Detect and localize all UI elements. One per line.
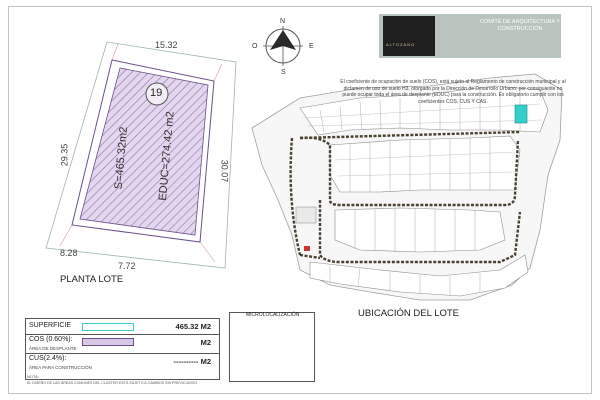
location-caption: UBICACIÓN DEL LOTE — [358, 308, 460, 319]
cos-sub: ÁREA DE DESPLANTE — [29, 346, 77, 351]
brand-title: COMITÉ DE ARQUITECTURA Y CONSTRUCCIÓN — [480, 19, 560, 32]
dimension-right: 30.07 — [219, 159, 230, 183]
compass-icon — [263, 26, 303, 66]
area-table — [25, 318, 220, 380]
dimension-left: 29.35 — [59, 143, 70, 167]
cus-sub: ÁREA PARA CONSTRUCCIÓN — [29, 365, 92, 370]
compass-east-label: E — [309, 43, 314, 50]
superficie-label: SUPERFICIE — [29, 322, 72, 329]
dimension-bottom-left: 8.28 — [60, 248, 78, 258]
cos-value: M2 — [200, 338, 211, 347]
cos-swatch — [82, 338, 134, 346]
dimension-bottom-right: 7.72 — [118, 261, 136, 271]
cus-row — [26, 353, 219, 372]
superficie-row — [26, 319, 219, 335]
note-label: NOTA: — [27, 374, 39, 379]
lot-plan-caption: PLANTA LOTE — [60, 274, 124, 285]
compass-north-label: N — [280, 18, 286, 25]
compass-south-label: S — [281, 69, 286, 76]
highlighted-lot-marker — [515, 105, 527, 123]
lot-surface-label: S=465.32m2 — [112, 126, 131, 190]
cus-value: ---------- M2 — [173, 357, 211, 366]
superficie-value: 465.32 M2 — [175, 322, 211, 331]
regulations-note: El coeficiente de ocupación de suelo (COS), está sujeto al Reglamento de construcción municipal y al dictamen de uso de suelo H3, otorgado por la Dirección de Desarrollo Urbano; por consiguiente no puede ocupar toda el área de desplante (EDUC) para la construcción. Es obligatorio cumplir con los coeficientes COS, CUS Y CAS. — [340, 79, 566, 105]
site-plan — [252, 74, 562, 300]
cos-row — [26, 334, 219, 354]
lot-plan — [46, 42, 236, 268]
entrance-marker — [304, 246, 310, 251]
superficie-swatch — [82, 323, 134, 331]
compass-west-label: O — [252, 43, 258, 50]
lot-number: 19 — [150, 87, 163, 99]
lot-educ-label: EDUC=274.42 m2 — [156, 110, 177, 202]
micro-location-title: MICROLOCALIZACIÓN — [246, 312, 300, 318]
micro-location-frame — [229, 312, 315, 382]
note-text: EL DISEÑO DE LAS ÁREAS COMUNES DEL CLÚSTER ESTÁ SUJETO A CAMBIOS SIN PREVIO AVISO — [27, 381, 198, 385]
dimension-top: 15.32 — [155, 40, 178, 50]
cus-label: CUS(2.4%): — [29, 355, 67, 362]
cos-label: COS (0.60%): — [29, 336, 73, 343]
brand-logo — [383, 16, 435, 56]
brand-name: ALTOZANO — [386, 42, 416, 47]
